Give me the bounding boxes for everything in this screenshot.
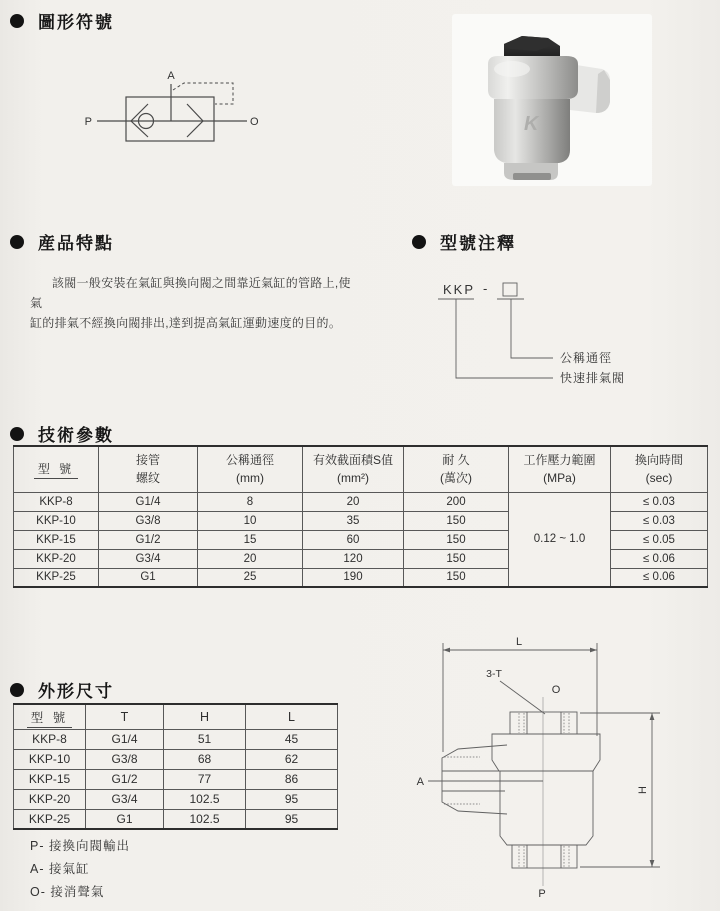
valve-body-outline (500, 771, 593, 845)
tech-cell-thread: G1/2 (99, 530, 198, 549)
table-row (14, 789, 338, 809)
tech-cell-thread: G1 (99, 568, 198, 587)
bottom-hex (512, 845, 577, 868)
leader-diameter (511, 299, 553, 358)
table-row (14, 729, 338, 749)
bullet-icon (10, 235, 24, 249)
dims-cell-h: 51 (164, 729, 246, 749)
section-title-model (412, 229, 516, 254)
section-title-text: 産品特點 (38, 234, 114, 253)
tech-cell-diameter: 8 (198, 492, 303, 511)
top-hex (510, 712, 577, 734)
tech-header-time-line2: (sec) (645, 471, 673, 486)
arrowhead (650, 713, 655, 720)
product-photo (452, 14, 652, 186)
dims-cell-h: 77 (164, 769, 246, 789)
tech-cell-durability: 150 (404, 549, 509, 568)
tech-header-durability-line2: (萬次) (440, 471, 472, 486)
symbol-port-p-label: P (84, 116, 92, 128)
section-title-text: 圖形符號 (38, 13, 114, 32)
dims-header-t: T (86, 704, 164, 729)
pilot-dashed-line (173, 83, 233, 104)
dims-cell-t: G1/2 (86, 769, 164, 789)
section-title-text: 外形尺寸 (38, 682, 114, 701)
note-port-o: O- 接消聲氣 (30, 885, 105, 899)
tech-header-durability-line1: 耐 久 (442, 453, 470, 468)
tech-header-model (14, 446, 99, 492)
tech-header-time (611, 446, 708, 492)
tech-header-pressure-line2: (MPa) (543, 471, 576, 486)
drawing-label-p: P (538, 888, 546, 900)
model-label-valve: 快速排氣閥 (560, 371, 626, 385)
tech-cell-thread: G1/4 (99, 492, 198, 511)
tech-header-diameter-line2: (mm) (236, 471, 264, 486)
model-code-box (503, 283, 517, 296)
tech-cell-diameter: 10 (198, 511, 303, 530)
dims-cell-l: 95 (246, 789, 338, 809)
tech-cell-model: KKP-15 (14, 530, 99, 549)
photo-bottom-thread (513, 173, 551, 180)
bullet-icon (10, 427, 24, 441)
dims-header-model-text: 型 號 (27, 711, 72, 728)
tech-cell-area: 190 (303, 568, 404, 587)
note-port-p: P- 接換向閥輸出 (30, 839, 130, 853)
dims-cell-l: 95 (246, 809, 338, 829)
drawing-label-a: A (416, 776, 424, 788)
model-code-diagram (400, 272, 668, 394)
symbol-port-o-label: O (250, 116, 259, 128)
arrowhead (650, 860, 655, 867)
dims-cell-l: 45 (246, 729, 338, 749)
features-line-2: 缸的排氣不經換向閥排出,達到提高氣缸運動速度的目的。 (30, 316, 342, 330)
tech-cell-time: ≤ 0.06 (611, 549, 708, 568)
drawing-label-o: O (551, 684, 561, 696)
bullet-icon (412, 235, 426, 249)
dims-header-h: H (164, 704, 246, 729)
tech-cell-pressure-merged: 0.12 ~ 1.0 (509, 492, 611, 587)
dims-header-model (14, 704, 86, 729)
arrowhead (443, 648, 450, 653)
tech-cell-time: ≤ 0.05 (611, 530, 708, 549)
tech-header-thread-line1: 接管 (135, 453, 160, 468)
features-paragraph (30, 273, 360, 333)
tech-cell-area: 20 (303, 492, 404, 511)
tech-header-thread (99, 446, 198, 492)
tech-header-area-line1: 有效截面積S值 (312, 453, 393, 468)
tech-cell-model: KKP-20 (14, 549, 99, 568)
tech-header-diameter-line1: 公稱通徑 (225, 453, 274, 468)
dims-header-l: L (246, 704, 338, 729)
dims-cell-t: G3/4 (86, 789, 164, 809)
tech-cell-thread: G3/4 (99, 549, 198, 568)
model-code-dash: - (483, 281, 488, 296)
drawing-label-l: L (515, 636, 523, 648)
table-row (14, 492, 708, 511)
tech-cell-time: ≤ 0.03 (611, 492, 708, 511)
port-notes (30, 835, 130, 904)
photo-brand-logo: K (524, 113, 539, 135)
bullet-icon (10, 683, 24, 697)
tech-cell-time: ≤ 0.03 (611, 511, 708, 530)
features-line-1: 該閥一般安裝在氣缸與換向閥之間靠近氣缸的管路上,使氣 (30, 276, 351, 310)
tech-cell-model: KKP-25 (14, 568, 99, 587)
dims-cell-l: 62 (246, 749, 338, 769)
tech-cell-model: KKP-8 (14, 492, 99, 511)
tech-cell-area: 60 (303, 530, 404, 549)
tech-header-time-line1: 換向時間 (634, 453, 683, 468)
leader-line-3t (500, 681, 545, 714)
section-title-symbol (10, 8, 114, 33)
pneumatic-symbol-diagram (75, 60, 270, 152)
dims-cell-t: G1/4 (86, 729, 164, 749)
tech-cell-durability: 150 (404, 568, 509, 587)
tech-header-row (14, 446, 708, 492)
model-code-text: KKP (443, 282, 476, 297)
dimensions-table (13, 703, 338, 830)
dims-cell-model: KKP-10 (14, 749, 86, 769)
dims-cell-model: KKP-15 (14, 769, 86, 789)
valve-flange (492, 734, 600, 771)
tech-cell-diameter: 15 (198, 530, 303, 549)
section-title-tech (10, 421, 114, 446)
tech-cell-area: 35 (303, 511, 404, 530)
dims-cell-h: 102.5 (164, 809, 246, 829)
section-title-text: 型號注釋 (440, 234, 516, 253)
tech-parameters-table (13, 445, 708, 588)
tech-cell-durability: 150 (404, 530, 509, 549)
section-title-dims (10, 677, 114, 702)
dims-cell-model: KKP-20 (14, 789, 86, 809)
photo-highlight (494, 61, 530, 77)
dims-cell-model: KKP-8 (14, 729, 86, 749)
tech-header-thread-line2: 螺纹 (135, 471, 160, 486)
tech-header-durability (404, 446, 509, 492)
table-row (14, 809, 338, 829)
tech-header-diameter (198, 446, 303, 492)
tech-cell-area: 120 (303, 549, 404, 568)
model-label-diameter: 公稱通徑 (560, 351, 613, 365)
drawing-label-h: H (637, 786, 649, 794)
tech-header-pressure-line1: 工作壓力範圍 (523, 453, 596, 468)
tech-header-pressure (509, 446, 611, 492)
note-port-a: A- 接氣缸 (30, 862, 90, 876)
symbol-port-a-label: A (167, 70, 175, 82)
tech-cell-diameter: 25 (198, 568, 303, 587)
tech-cell-durability: 150 (404, 511, 509, 530)
tech-header-model-text: 型 號 (34, 462, 78, 479)
tech-cell-durability: 200 (404, 492, 509, 511)
dims-cell-l: 86 (246, 769, 338, 789)
dims-cell-t: G1 (86, 809, 164, 829)
arrowhead (590, 648, 597, 653)
bullet-icon (10, 14, 24, 28)
section-title-text: 技術參數 (38, 426, 114, 445)
tech-cell-model: KKP-10 (14, 511, 99, 530)
table-row (14, 769, 338, 789)
tech-header-area (303, 446, 404, 492)
photo-collar (488, 56, 578, 99)
leader-valve (456, 299, 553, 378)
tech-cell-time: ≤ 0.06 (611, 568, 708, 587)
dims-cell-t: G3/8 (86, 749, 164, 769)
dimension-drawing (393, 623, 720, 911)
drawing-label-3t: 3-T (486, 668, 502, 680)
dims-cell-h: 102.5 (164, 789, 246, 809)
tech-cell-diameter: 20 (198, 549, 303, 568)
tech-header-area-line2: (mm²) (337, 471, 369, 486)
dims-header-row (14, 704, 338, 729)
dims-cell-model: KKP-25 (14, 809, 86, 829)
dims-cell-h: 68 (164, 749, 246, 769)
section-title-features (10, 229, 114, 254)
tech-cell-thread: G3/8 (99, 511, 198, 530)
table-row (14, 749, 338, 769)
